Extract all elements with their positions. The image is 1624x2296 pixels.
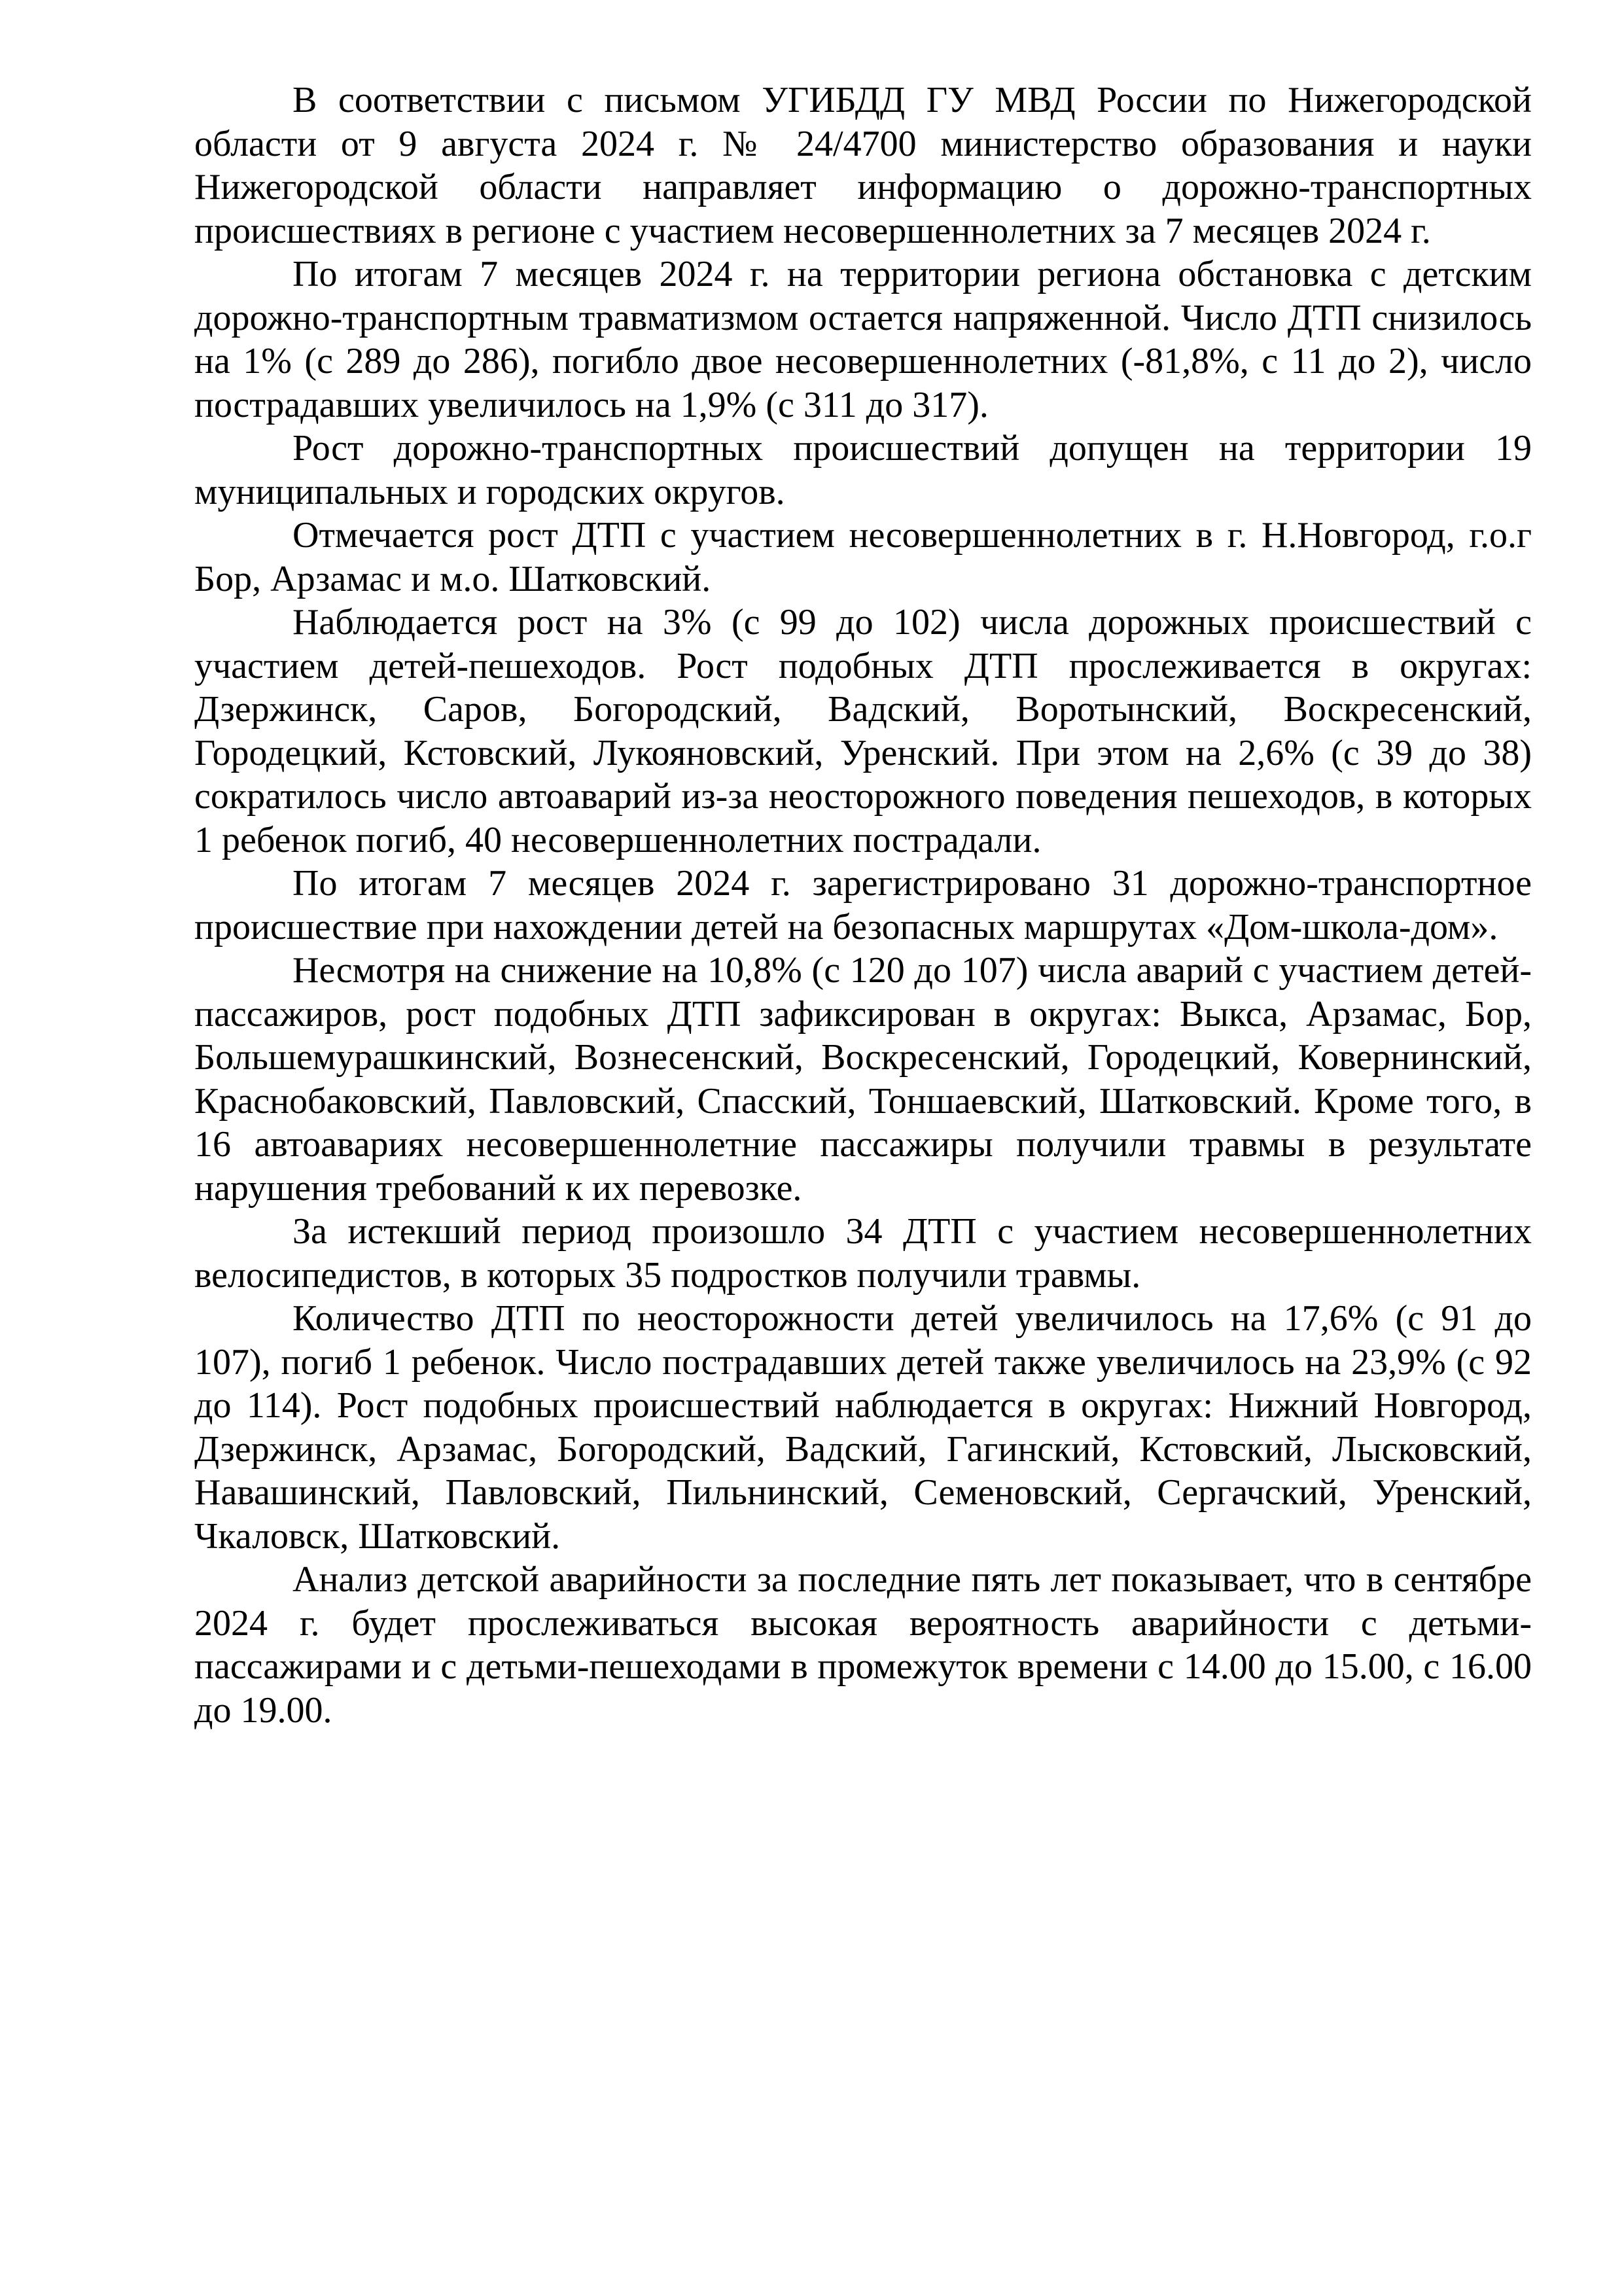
paragraph-child-negligence: Количество ДТП по неосторожности детей увеличилось на 17,6% (с 91 до 107), погиб 1 ребенок. Число пострадавших детей также увеличилось на 23,9% (с 92 до 114). Рост подобных происшествий наблюдается в округах: Нижний Новгород, Дзержинск, Арзамас, Богородский, Вадский, Гагинский, Кстовский, Лысковский, Навашинский, Павловский, Пильнинский, Семеновский, Сергачский, Уренский, Чкаловск, Шатковский.	[194, 1298, 1532, 1557]
paragraph-forecast: Анализ детской аварийности за последние пять лет показывает, что в сентябре 2024 г. будет прослеживаться высокая вероятность аварийности с детьми-пассажирами и с детьми-пешеходами в промежуток времени с 14.00 до 15.00, с 16.00 до 19.00.	[194, 1559, 1532, 1731]
paragraph-letter-reference: В соответствии с письмом УГИБДД ГУ МВД России по Нижегородской области от 9 августа 2024 г. № 24/4700 министерство образования и науки Нижегородской области направляет информацию о дорожно-транспортных происшествиях в регионе с участием несовершеннолетних за 7 месяцев 2024 г.	[194, 80, 1532, 251]
paragraph-city-growth: Отмечается рост ДТП с участием несовершеннолетних в г. Н.Новгород, г.о.г Бор, Арзамас и м.о. Шатковский.	[194, 515, 1532, 599]
paragraph-passenger-children: Несмотря на снижение на 10,8% (с 120 до 107) числа аварий с участием детей-пассажиров, рост подобных ДТП зафиксирован в округах: Выкса, Арзамас, Бор, Большемурашкинский, Вознесенский, Воскресенский, Городецкий, Ковернинский, Краснобаковский, Павловский, Спасский, Тоншаевский, Шатковский. Кроме того, в 16 автоавариях несовершеннолетние пассажиры получили травмы в результате нарушения требований к их перевозке.	[194, 950, 1532, 1209]
paragraph-home-school-route: По итогам 7 месяцев 2024 г. зарегистрировано 31 дорожно-транспортное происшествие при нахождении детей на безопасных маршрутах «Дом-школа-дом».	[194, 863, 1532, 947]
paragraph-seven-month-summary: По итогам 7 месяцев 2024 г. на территории региона обстановка с детским дорожно-транспортным травматизмом остается напряженной. Число ДТП снизилось на 1% (с 289 до 286), погибло двое несовершеннолетних (-81,8%, с 11 до 2), число пострадавших увеличилось на 1,9% (с 311 до 317).	[194, 254, 1532, 425]
paragraph-municipal-growth: Рост дорожно-транспортных происшествий допущен на территории 19 муниципальных и городских округов.	[194, 428, 1532, 512]
document-body	[194, 79, 1532, 1732]
paragraph-pedestrian-children: Наблюдается рост на 3% (с 99 до 102) числа дорожных происшествий с участием детей-пешеходов. Рост подобных ДТП прослеживается в округах: Дзержинск, Саров, Богородский, Вадский, Воротынский, Воскресенский, Городецкий, Кстовский, Лукояновский, Уренский. При этом на 2,6% (с 39 до 38) сократилось число автоаварий из-за неосторожного поведения пешеходов, в которых 1 ребенок погиб, 40 несовершеннолетних пострадали.	[194, 602, 1532, 860]
paragraph-cyclists: За истекший период произошло 34 ДТП с участием несовершеннолетних велосипедистов, в которых 35 подростков получили травмы.	[194, 1211, 1532, 1296]
